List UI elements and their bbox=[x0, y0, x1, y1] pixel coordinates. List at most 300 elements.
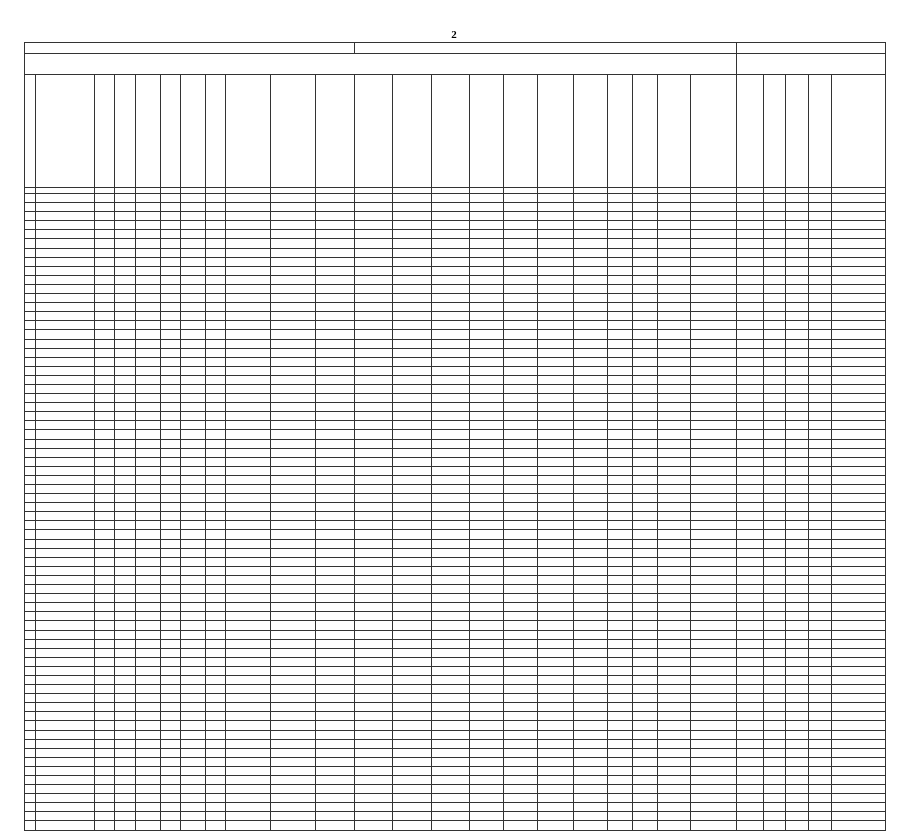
table-cell bbox=[226, 748, 271, 757]
table-cell bbox=[431, 212, 469, 221]
table-cell bbox=[354, 785, 392, 794]
table-cell bbox=[632, 757, 657, 766]
table-cell bbox=[786, 776, 809, 785]
header-cell bbox=[36, 75, 95, 188]
table-cell bbox=[115, 694, 135, 703]
table-cell bbox=[205, 221, 225, 230]
table-cell bbox=[36, 194, 95, 203]
table-cell bbox=[36, 812, 95, 821]
table-cell bbox=[503, 439, 537, 448]
table-cell bbox=[831, 648, 885, 657]
table-cell bbox=[537, 494, 573, 503]
table-cell bbox=[573, 575, 607, 584]
table-cell bbox=[95, 630, 115, 639]
table-cell bbox=[271, 394, 316, 403]
table-cell bbox=[95, 685, 115, 694]
table-cell bbox=[180, 275, 205, 284]
table-cell bbox=[763, 675, 786, 684]
table-cell bbox=[657, 748, 691, 757]
table-cell bbox=[36, 239, 95, 248]
table-cell bbox=[831, 239, 885, 248]
table-cell bbox=[691, 739, 736, 748]
table-cell bbox=[431, 194, 469, 203]
table-cell bbox=[160, 757, 180, 766]
table-cell bbox=[25, 439, 36, 448]
table-cell bbox=[607, 221, 632, 230]
table-cell bbox=[763, 785, 786, 794]
table-cell bbox=[763, 303, 786, 312]
table-cell bbox=[354, 648, 392, 657]
table-cell bbox=[691, 712, 736, 721]
table-cell bbox=[470, 521, 504, 530]
table-cell bbox=[831, 212, 885, 221]
table-cell bbox=[786, 203, 809, 212]
table-cell bbox=[205, 666, 225, 675]
table-cell bbox=[160, 739, 180, 748]
table-cell bbox=[657, 357, 691, 366]
table-cell bbox=[180, 394, 205, 403]
table-cell bbox=[632, 257, 657, 266]
table-row bbox=[25, 730, 886, 739]
table-cell bbox=[393, 230, 431, 239]
table-row bbox=[25, 384, 886, 393]
table-cell bbox=[36, 284, 95, 293]
table-cell bbox=[135, 766, 160, 775]
table-cell bbox=[431, 284, 469, 293]
table-cell bbox=[95, 366, 115, 375]
table-cell bbox=[160, 321, 180, 330]
table-cell bbox=[135, 439, 160, 448]
table-cell bbox=[25, 703, 36, 712]
table-cell bbox=[25, 275, 36, 284]
table-cell bbox=[763, 794, 786, 803]
table-cell bbox=[808, 394, 831, 403]
table-cell bbox=[135, 739, 160, 748]
table-cell bbox=[135, 648, 160, 657]
table-cell bbox=[537, 694, 573, 703]
table-cell bbox=[135, 239, 160, 248]
table-row bbox=[25, 430, 886, 439]
table-cell bbox=[316, 776, 355, 785]
table-cell bbox=[271, 357, 316, 366]
table-cell bbox=[25, 212, 36, 221]
table-cell bbox=[205, 466, 225, 475]
table-cell bbox=[607, 675, 632, 684]
table-cell bbox=[691, 530, 736, 539]
table-cell bbox=[316, 230, 355, 239]
table-cell bbox=[503, 330, 537, 339]
table-cell bbox=[316, 703, 355, 712]
table-cell bbox=[657, 675, 691, 684]
table-cell bbox=[393, 203, 431, 212]
table-cell bbox=[470, 257, 504, 266]
table-wrapper bbox=[24, 42, 886, 831]
table-cell bbox=[470, 466, 504, 475]
table-cell bbox=[393, 466, 431, 475]
table-cell bbox=[226, 594, 271, 603]
table-cell bbox=[431, 757, 469, 766]
table-cell bbox=[607, 303, 632, 312]
table-cell bbox=[763, 530, 786, 539]
table-cell bbox=[537, 685, 573, 694]
table-cell bbox=[537, 503, 573, 512]
table-cell bbox=[135, 448, 160, 457]
table-cell bbox=[632, 785, 657, 794]
table-cell bbox=[632, 266, 657, 275]
table-cell bbox=[573, 248, 607, 257]
table-cell bbox=[607, 785, 632, 794]
table-cell bbox=[607, 321, 632, 330]
table-cell bbox=[115, 712, 135, 721]
table-cell bbox=[180, 657, 205, 666]
table-cell bbox=[271, 275, 316, 284]
table-cell bbox=[691, 403, 736, 412]
table-cell bbox=[354, 430, 392, 439]
table-cell bbox=[135, 203, 160, 212]
table-cell bbox=[736, 494, 763, 503]
table-cell bbox=[470, 384, 504, 393]
table-cell bbox=[393, 585, 431, 594]
table-cell bbox=[736, 457, 763, 466]
table-cell bbox=[36, 257, 95, 266]
table-cell bbox=[431, 294, 469, 303]
table-cell bbox=[316, 712, 355, 721]
table-cell bbox=[393, 221, 431, 230]
table-cell bbox=[607, 812, 632, 821]
table-cell bbox=[573, 221, 607, 230]
table-cell bbox=[205, 212, 225, 221]
table-cell bbox=[226, 266, 271, 275]
table-cell bbox=[431, 366, 469, 375]
table-cell bbox=[271, 248, 316, 257]
table-cell bbox=[205, 566, 225, 575]
table-cell bbox=[393, 776, 431, 785]
table-cell bbox=[36, 566, 95, 575]
table-cell bbox=[786, 557, 809, 566]
table-cell bbox=[25, 466, 36, 475]
table-cell bbox=[160, 384, 180, 393]
table-cell bbox=[354, 757, 392, 766]
table-cell bbox=[831, 685, 885, 694]
table-cell bbox=[25, 748, 36, 757]
table-cell bbox=[503, 430, 537, 439]
table-cell bbox=[632, 221, 657, 230]
table-cell bbox=[180, 648, 205, 657]
table-cell bbox=[763, 448, 786, 457]
table-cell bbox=[503, 757, 537, 766]
table-cell bbox=[607, 284, 632, 293]
table-cell bbox=[95, 585, 115, 594]
table-cell bbox=[808, 794, 831, 803]
table-cell bbox=[736, 239, 763, 248]
table-cell bbox=[537, 639, 573, 648]
table-cell bbox=[657, 721, 691, 730]
table-cell bbox=[271, 284, 316, 293]
table-cell bbox=[226, 785, 271, 794]
table-cell bbox=[205, 375, 225, 384]
table-cell bbox=[470, 730, 504, 739]
table-cell bbox=[786, 785, 809, 794]
table-cell bbox=[226, 257, 271, 266]
table-cell bbox=[573, 639, 607, 648]
header-group-funding-cell bbox=[736, 43, 885, 54]
table-cell bbox=[470, 603, 504, 612]
table-row bbox=[25, 439, 886, 448]
table-cell bbox=[25, 566, 36, 575]
table-cell bbox=[95, 821, 115, 830]
table-cell bbox=[354, 821, 392, 830]
table-cell bbox=[537, 766, 573, 775]
table-cell bbox=[393, 330, 431, 339]
table-cell bbox=[573, 785, 607, 794]
data-table bbox=[24, 42, 886, 831]
table-cell bbox=[831, 612, 885, 621]
table-cell bbox=[226, 366, 271, 375]
table-cell bbox=[180, 630, 205, 639]
table-cell bbox=[25, 312, 36, 321]
table-cell bbox=[316, 321, 355, 330]
table-cell bbox=[160, 685, 180, 694]
table-cell bbox=[115, 403, 135, 412]
table-cell bbox=[831, 557, 885, 566]
table-cell bbox=[160, 448, 180, 457]
table-cell bbox=[632, 685, 657, 694]
table-cell bbox=[763, 366, 786, 375]
table-cell bbox=[431, 230, 469, 239]
table-cell bbox=[763, 339, 786, 348]
table-cell bbox=[180, 503, 205, 512]
table-cell bbox=[831, 566, 885, 575]
table-cell bbox=[763, 657, 786, 666]
table-cell bbox=[537, 248, 573, 257]
table-cell bbox=[632, 284, 657, 293]
table-cell bbox=[691, 494, 736, 503]
table-cell bbox=[503, 785, 537, 794]
table-cell bbox=[180, 485, 205, 494]
table-cell bbox=[135, 685, 160, 694]
table-cell bbox=[226, 812, 271, 821]
table-cell bbox=[808, 403, 831, 412]
table-cell bbox=[470, 312, 504, 321]
table-cell bbox=[95, 212, 115, 221]
table-cell bbox=[831, 275, 885, 284]
table-cell bbox=[135, 794, 160, 803]
table-cell bbox=[271, 821, 316, 830]
table-cell bbox=[632, 675, 657, 684]
header-cell bbox=[607, 75, 632, 188]
table-cell bbox=[431, 275, 469, 284]
table-row bbox=[25, 294, 886, 303]
table-cell bbox=[470, 284, 504, 293]
table-cell bbox=[573, 594, 607, 603]
table-cell bbox=[36, 639, 95, 648]
table-cell bbox=[205, 530, 225, 539]
table-cell bbox=[36, 575, 95, 584]
table-cell bbox=[537, 739, 573, 748]
table-cell bbox=[226, 275, 271, 284]
table-cell bbox=[431, 703, 469, 712]
table-cell bbox=[808, 412, 831, 421]
table-cell bbox=[786, 466, 809, 475]
table-cell bbox=[537, 666, 573, 675]
table-cell bbox=[226, 330, 271, 339]
table-cell bbox=[808, 475, 831, 484]
table-cell bbox=[763, 739, 786, 748]
table-cell bbox=[607, 275, 632, 284]
table-cell bbox=[354, 675, 392, 684]
table-cell bbox=[537, 585, 573, 594]
table-cell bbox=[736, 503, 763, 512]
table-cell bbox=[736, 639, 763, 648]
table-row bbox=[25, 194, 886, 203]
table-cell bbox=[354, 694, 392, 703]
table-cell bbox=[226, 821, 271, 830]
table-cell bbox=[470, 448, 504, 457]
table-cell bbox=[503, 603, 537, 612]
table-cell bbox=[316, 375, 355, 384]
table-cell bbox=[632, 657, 657, 666]
table-cell bbox=[573, 275, 607, 284]
table-cell bbox=[205, 294, 225, 303]
table-cell bbox=[316, 512, 355, 521]
table-cell bbox=[431, 803, 469, 812]
table-cell bbox=[503, 766, 537, 775]
table-cell bbox=[205, 357, 225, 366]
table-cell bbox=[573, 776, 607, 785]
table-cell bbox=[691, 294, 736, 303]
table-cell bbox=[180, 812, 205, 821]
table-cell bbox=[632, 648, 657, 657]
table-cell bbox=[691, 439, 736, 448]
table-cell bbox=[160, 630, 180, 639]
table-cell bbox=[135, 748, 160, 757]
table-cell bbox=[316, 566, 355, 575]
table-cell bbox=[25, 412, 36, 421]
table-row bbox=[25, 339, 886, 348]
table-cell bbox=[736, 694, 763, 703]
table-cell bbox=[271, 666, 316, 675]
table-cell bbox=[632, 539, 657, 548]
table-cell bbox=[354, 730, 392, 739]
table-cell bbox=[691, 339, 736, 348]
table-cell bbox=[160, 494, 180, 503]
table-cell bbox=[95, 557, 115, 566]
table-cell bbox=[763, 330, 786, 339]
table-cell bbox=[95, 530, 115, 539]
table-cell bbox=[831, 412, 885, 421]
table-cell bbox=[25, 766, 36, 775]
table-cell bbox=[160, 712, 180, 721]
table-cell bbox=[316, 421, 355, 430]
table-cell bbox=[470, 194, 504, 203]
table-cell bbox=[160, 512, 180, 521]
table-cell bbox=[115, 648, 135, 657]
header-cell bbox=[226, 75, 271, 188]
table-cell bbox=[180, 430, 205, 439]
table-cell bbox=[431, 221, 469, 230]
table-cell bbox=[205, 548, 225, 557]
table-cell bbox=[607, 212, 632, 221]
table-cell bbox=[316, 821, 355, 830]
table-cell bbox=[607, 248, 632, 257]
table-cell bbox=[736, 394, 763, 403]
table-cell bbox=[503, 248, 537, 257]
table-cell bbox=[36, 357, 95, 366]
table-cell bbox=[573, 475, 607, 484]
table-cell bbox=[431, 776, 469, 785]
table-cell bbox=[36, 803, 95, 812]
table-cell bbox=[607, 330, 632, 339]
table-cell bbox=[115, 384, 135, 393]
table-cell bbox=[607, 694, 632, 703]
table-row bbox=[25, 266, 886, 275]
table-cell bbox=[831, 657, 885, 666]
table-cell bbox=[573, 439, 607, 448]
table-cell bbox=[25, 548, 36, 557]
header-subgroup-left-cell bbox=[25, 54, 737, 75]
table-cell bbox=[503, 530, 537, 539]
table-cell bbox=[205, 485, 225, 494]
table-cell bbox=[573, 257, 607, 266]
table-cell bbox=[763, 639, 786, 648]
table-cell bbox=[205, 812, 225, 821]
table-cell bbox=[607, 575, 632, 584]
table-cell bbox=[354, 312, 392, 321]
table-cell bbox=[736, 794, 763, 803]
table-cell bbox=[808, 785, 831, 794]
table-cell bbox=[808, 439, 831, 448]
table-cell bbox=[736, 257, 763, 266]
table-cell bbox=[226, 721, 271, 730]
table-cell bbox=[393, 739, 431, 748]
table-cell bbox=[25, 430, 36, 439]
table-cell bbox=[160, 457, 180, 466]
table-cell bbox=[470, 275, 504, 284]
table-cell bbox=[573, 539, 607, 548]
table-cell bbox=[160, 730, 180, 739]
table-cell bbox=[808, 239, 831, 248]
table-cell bbox=[691, 685, 736, 694]
table-cell bbox=[354, 512, 392, 521]
table-cell bbox=[354, 403, 392, 412]
table-cell bbox=[271, 566, 316, 575]
table-cell bbox=[205, 685, 225, 694]
table-cell bbox=[25, 394, 36, 403]
table-cell bbox=[503, 485, 537, 494]
table-cell bbox=[160, 439, 180, 448]
table-cell bbox=[763, 757, 786, 766]
table-cell bbox=[691, 757, 736, 766]
table-row bbox=[25, 485, 886, 494]
table-cell bbox=[180, 294, 205, 303]
table-cell bbox=[354, 421, 392, 430]
table-cell bbox=[431, 603, 469, 612]
table-cell bbox=[831, 666, 885, 675]
table-cell bbox=[354, 657, 392, 666]
table-cell bbox=[316, 485, 355, 494]
table-cell bbox=[160, 230, 180, 239]
table-cell bbox=[393, 785, 431, 794]
table-cell bbox=[95, 575, 115, 584]
table-cell bbox=[115, 748, 135, 757]
table-cell bbox=[36, 212, 95, 221]
table-cell bbox=[691, 503, 736, 512]
table-cell bbox=[226, 430, 271, 439]
table-cell bbox=[316, 575, 355, 584]
table-cell bbox=[226, 321, 271, 330]
table-cell bbox=[354, 666, 392, 675]
table-cell bbox=[632, 821, 657, 830]
